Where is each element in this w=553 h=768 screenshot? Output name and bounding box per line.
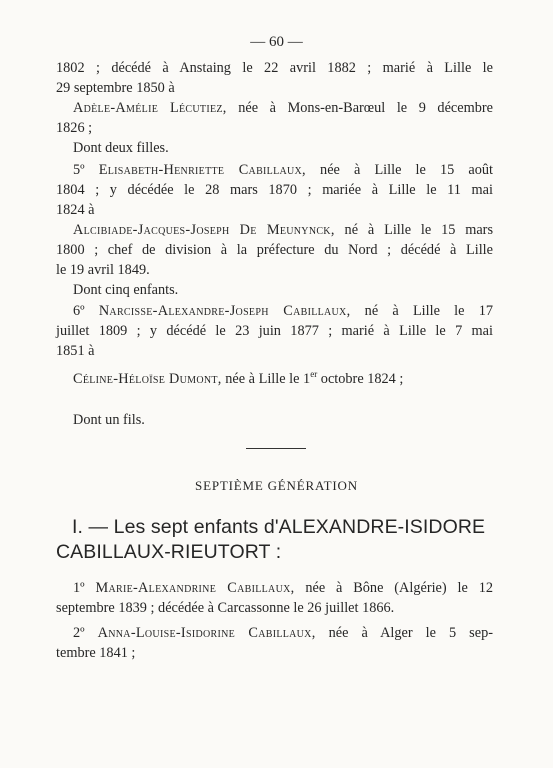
text-fragment: octobre 1824 ; — [317, 370, 404, 387]
children-note-block — [56, 410, 493, 430]
entry-number: 2º — [73, 625, 85, 641]
person-name: Narcisse-Alexandre-Joseph Cabillaux, — [98, 303, 351, 319]
spouse-line — [56, 98, 493, 118]
text-line: 1802 ; décédé à Anstaing le 22 avril 1882 ; marié à Lille le — [56, 60, 493, 76]
text-fragment: né à Lille le 15 mars — [334, 222, 494, 238]
text-fragment: née à Lille le 15 août — [305, 162, 493, 178]
entry-line — [56, 578, 493, 598]
children-note: Dont cinq enfants. — [73, 282, 179, 298]
section-divider — [246, 448, 306, 449]
children-note: Dont un fils. — [73, 412, 145, 428]
person-name: Marie-Alexandrine Cabillaux, — [95, 580, 295, 596]
person-name: Anna-Louise-Isidorine Cabillaux, — [97, 625, 316, 641]
text-line: 1824 à — [56, 202, 95, 218]
page-number: — 60 — — [250, 34, 303, 50]
heading-line-1: I. — Les sept enfants d'ALEXANDRE-ISIDORE — [72, 516, 486, 538]
spouse-line — [56, 364, 493, 389]
text-fragment: née à Mons-en-Barœul le 9 décembre — [226, 100, 493, 116]
entry-number: 5º — [73, 162, 85, 178]
entry-line — [56, 301, 493, 321]
text-line: le 19 avril 1849. — [56, 262, 150, 278]
text-line: 1804 ; y décédée le 28 mars 1870 ; mariée à Lille le 11 mai — [56, 182, 493, 198]
text-fragment: née à Bône (Algérie) le 12 — [294, 580, 493, 596]
entry-block-1 — [56, 58, 493, 158]
text-fragment: née à Alger le 5 sep- — [315, 625, 493, 641]
person-name: Elisabeth-Henriette Cabillaux, — [98, 162, 306, 178]
text-line: 1800 ; chef de division à la préfecture du Nord ; décédé à Lille — [56, 242, 493, 258]
text-line: juillet 1809 ; y décédé le 23 juin 1877 ; marié à Lille le 7 mai — [56, 323, 493, 339]
text-line: 29 septembre 1850 à — [56, 80, 175, 96]
entry-number: 6º — [73, 303, 85, 319]
entry-block-5 — [56, 623, 493, 663]
text-line: tembre 1841 ; — [56, 645, 136, 661]
heading-line-2: CABILLAUX-RIEUTORT : — [56, 541, 282, 563]
text-fragment: née à Lille le 1 — [221, 370, 311, 387]
superscript: er — [310, 369, 318, 379]
text-line: 1851 à — [56, 343, 95, 359]
entry-line — [56, 160, 493, 180]
entry-number: 1º — [73, 580, 85, 596]
section-title: SEPTIÈME GÉNÉRATION — [195, 478, 358, 493]
spouse-name: Adèle-Amélie Lécutiez, — [73, 100, 227, 116]
entry-block-2 — [56, 160, 493, 300]
entry-block-4 — [56, 578, 493, 618]
chapter-heading — [56, 515, 496, 565]
spouse-line — [56, 220, 493, 240]
entry-line — [56, 623, 493, 643]
text-line: 1826 ; — [56, 120, 93, 136]
text-line: septembre 1839 ; décédée à Carcassonne le 26 juillet 1866. — [56, 600, 395, 616]
entry-block-3 — [56, 301, 493, 389]
spouse-name: Alcibiade-Jacques-Joseph De Meunynck, — [73, 222, 335, 238]
children-note: Dont deux filles. — [73, 140, 169, 156]
spouse-name: Céline-Héloïse Dumont, — [73, 370, 222, 387]
text-fragment: né à Lille le 17 — [350, 303, 493, 319]
